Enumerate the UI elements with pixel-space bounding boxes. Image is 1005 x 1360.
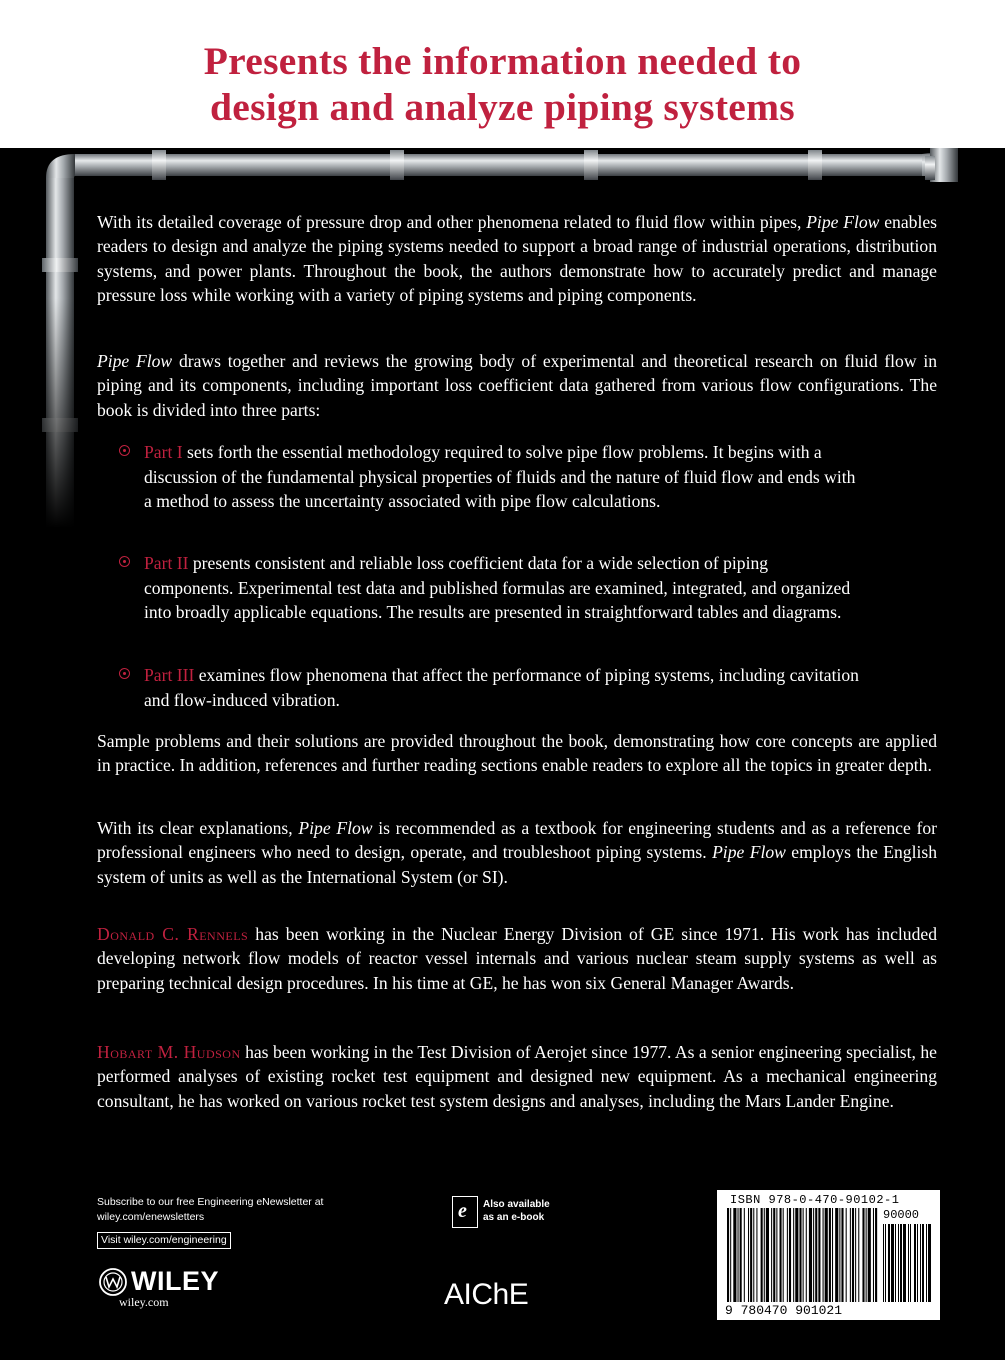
- barcode-bar: [756, 1208, 757, 1302]
- rec-text-a: With its clear explanations,: [97, 818, 299, 838]
- barcode-bar: [873, 1208, 874, 1302]
- bullet-icon: [119, 556, 130, 567]
- rec-text-c: employs the English system of units as well as the International System (or SI).: [97, 842, 937, 887]
- barcode-bar: [841, 1208, 843, 1302]
- barcode-bar: [832, 1208, 833, 1302]
- visit-wiley-link[interactable]: Visit wiley.com/engineering: [97, 1232, 231, 1249]
- barcode-addon-bar: [885, 1224, 886, 1302]
- barcode-bar: [875, 1208, 877, 1302]
- barcode-bar: [809, 1208, 812, 1302]
- barcode-addon-bar: [895, 1224, 896, 1302]
- barcode-bar: [846, 1208, 847, 1302]
- part-2-text: presents consistent and reliable loss coefficient data for a wide selection of piping components. Experimental test data and published formulas are examined, integrated, and organized into broadly applicable equations. The results are presented in straightforward tables and diagrams.: [144, 553, 851, 622]
- barcode-bar: [793, 1208, 794, 1302]
- book-title-italic: Pipe Flow: [97, 351, 173, 371]
- tagline-line-1: Presents the information needed to: [203, 39, 802, 83]
- part-3-label: Part III: [144, 665, 195, 685]
- ebook-letter: e: [458, 1200, 467, 1222]
- barcode-bar: [748, 1208, 749, 1302]
- wiley-emblem-icon: [97, 1267, 129, 1297]
- barcode-bar: [855, 1208, 856, 1302]
- barcode-addon-bar: [910, 1224, 911, 1302]
- barcode-bar: [868, 1208, 871, 1302]
- barcode-bar: [753, 1208, 754, 1302]
- barcode-bar: [803, 1208, 804, 1302]
- barcode-bars: [717, 1208, 940, 1308]
- barcode-bar: [862, 1208, 864, 1302]
- author-bio-text: has been working in the Test Division of Aerojet since 1977. As a senior engineering specialist, he performed analyses of existing rocket test equipment and designed new equipment. As a mechanical engineering consultant, he has worked on various rocket test system designs and analyses, including the Mars Lander Engine.: [97, 1042, 937, 1111]
- part-1-bullet: [121, 440, 861, 514]
- barcode-addon-bar: [898, 1224, 899, 1302]
- barcode-bar: [730, 1208, 731, 1302]
- barcode-bar: [825, 1208, 828, 1302]
- recommendation-paragraph: [97, 816, 937, 889]
- barcode-bar: [818, 1208, 820, 1302]
- part-2-bullet: [121, 551, 861, 625]
- barcode-addon-bar: [908, 1224, 909, 1302]
- barcode-bar: [733, 1208, 736, 1302]
- tagline-line-2: design and analyze piping systems: [210, 85, 795, 129]
- aiche-logo: AIChE: [444, 1278, 529, 1311]
- barcode-bar: [823, 1208, 824, 1302]
- barcode-bar: [858, 1208, 859, 1302]
- barcode-bar: [750, 1208, 752, 1302]
- barcode-bar: [766, 1208, 769, 1302]
- barcode-bar: [738, 1208, 739, 1302]
- barcode-bar: [829, 1208, 831, 1302]
- barcode-addon-bar: [888, 1224, 890, 1302]
- ebook-icon: [452, 1196, 478, 1228]
- newsletter-link[interactable]: wiley.com/enewsletters: [97, 1211, 205, 1223]
- part-3-bullet: [121, 663, 861, 712]
- wiley-url: wiley.com: [119, 1295, 169, 1309]
- cover-tagline: [0, 38, 1005, 130]
- barcode-addon-bar: [891, 1224, 894, 1302]
- author-bio-rennels: [97, 922, 937, 995]
- barcode-addon-bar: [917, 1224, 918, 1302]
- barcode-addon-bar: [883, 1224, 884, 1302]
- intro-paragraph-2: [97, 349, 937, 422]
- barcode-bar: [813, 1208, 814, 1302]
- intro-paragraph-1: [97, 210, 937, 307]
- isbn-barcode: [717, 1190, 940, 1320]
- ebook-line-2: as an e-book: [483, 1212, 545, 1223]
- ebook-line-1: Also available: [483, 1199, 550, 1210]
- header-band: [0, 0, 1005, 148]
- part-3-text: examines flow phenomena that affect the performance of piping systems, including cavitation and flow-induced vibration.: [144, 665, 859, 710]
- intro-p2-text: draws together and reviews the growing body of experimental and theoretical research on fluid flow in piping and its components, including important loss coefficient data gathered from various flow configurations. The book is divided into three parts:: [97, 351, 938, 420]
- barcode-bar: [776, 1208, 777, 1302]
- barcode-addon-bar: [920, 1224, 921, 1302]
- barcode-bar: [761, 1208, 763, 1302]
- barcode-bar: [740, 1208, 742, 1302]
- barcode-bar: [795, 1208, 798, 1302]
- sample-problems-paragraph: Sample problems and their solutions are provided throughout the book, demonstrating how core concepts are applied in practice. In addition, references and further reading sections enable readers to explore all the topics in greater depth.: [97, 731, 937, 776]
- barcode-bar: [773, 1208, 775, 1302]
- barcode-addon-bar: [903, 1224, 906, 1302]
- barcode-bar: [806, 1208, 807, 1302]
- barcode-bar: [727, 1208, 729, 1302]
- barcode-bar: [839, 1208, 840, 1302]
- book-title-italic: Pipe Flow: [298, 818, 373, 838]
- barcode-bar: [815, 1208, 817, 1302]
- author-name-rennels: Donald C. Rennels: [97, 924, 249, 944]
- barcode-bar: [764, 1208, 765, 1302]
- barcode-bar: [852, 1208, 854, 1302]
- barcode-bar: [866, 1208, 867, 1302]
- book-title-italic: Pipe Flow: [806, 212, 880, 232]
- barcode-addon-bar: [914, 1224, 916, 1302]
- author-bio-text: has been working in the Nuclear Energy Division of GE since 1971. His work has included developing network flow models of reactor vessel internals and various nuclear steam supply systems as well as preparing technical design procedures. In his time at GE, he has won six General Manager Awards.: [97, 924, 937, 993]
- barcode-addon-bar: [900, 1224, 902, 1302]
- intro-p1-text-a: With its detailed coverage of pressure drop and other phenomena related to fluid flow within pipes,: [97, 212, 807, 232]
- part-1-label: Part I: [144, 442, 183, 462]
- barcode-addon-number: 90000: [883, 1208, 920, 1222]
- barcode-bar: [744, 1208, 745, 1302]
- bullet-icon: [119, 668, 130, 679]
- barcode-bar: [787, 1208, 788, 1302]
- rec-text-b: is recommended as a textbook for engineering students and as a reference for professional engineers who need to design, operate, and troubleshoot piping systems.: [97, 818, 938, 863]
- isbn-number: ISBN 978-0-470-90102-1: [730, 1193, 900, 1207]
- part-1-text: sets forth the essential methodology required to solve pipe flow problems. It begins with a discussion of the fundamental physical properties of fluids and the nature of fluid flow and ends with a method to assess the uncertainty associated with pipe flow calculations.: [144, 442, 856, 511]
- author-bio-hudson: [97, 1040, 937, 1113]
- wiley-wordmark: WILEY: [131, 1266, 219, 1296]
- intro-p1-text-b: enables readers to design and analyze the piping systems needed to support a broad range of industrial operations, distribution systems, and power plants. Throughout the book, the authors demonstrate how to accurately predict and manage pressure loss while working with a variety of piping systems and piping components.: [97, 212, 938, 305]
- barcode-bar: [780, 1208, 782, 1302]
- newsletter-line-1: Subscribe to our free Engineering eNewsletter at: [97, 1196, 324, 1208]
- barcode-bar: [789, 1208, 791, 1302]
- barcode-bar: [783, 1208, 784, 1302]
- barcode-addon-bar: [922, 1224, 924, 1302]
- barcode-digits: 9 780470 901021: [725, 1303, 843, 1318]
- barcode-bar: [799, 1208, 801, 1302]
- newsletter-notice: [97, 1195, 323, 1225]
- author-name-hudson: Hobart M. Hudson: [97, 1042, 241, 1062]
- barcode-bar: [835, 1208, 838, 1302]
- book-title-italic: Pipe Flow: [712, 842, 786, 863]
- barcode-addon-bar: [928, 1224, 931, 1302]
- barcode-bar: [771, 1208, 772, 1302]
- barcode-addon-bar: [926, 1224, 927, 1302]
- ebook-notice: [483, 1198, 550, 1224]
- part-2-label: Part II: [144, 553, 189, 573]
- barcode-bar: [850, 1208, 851, 1302]
- bullet-icon: [119, 445, 130, 456]
